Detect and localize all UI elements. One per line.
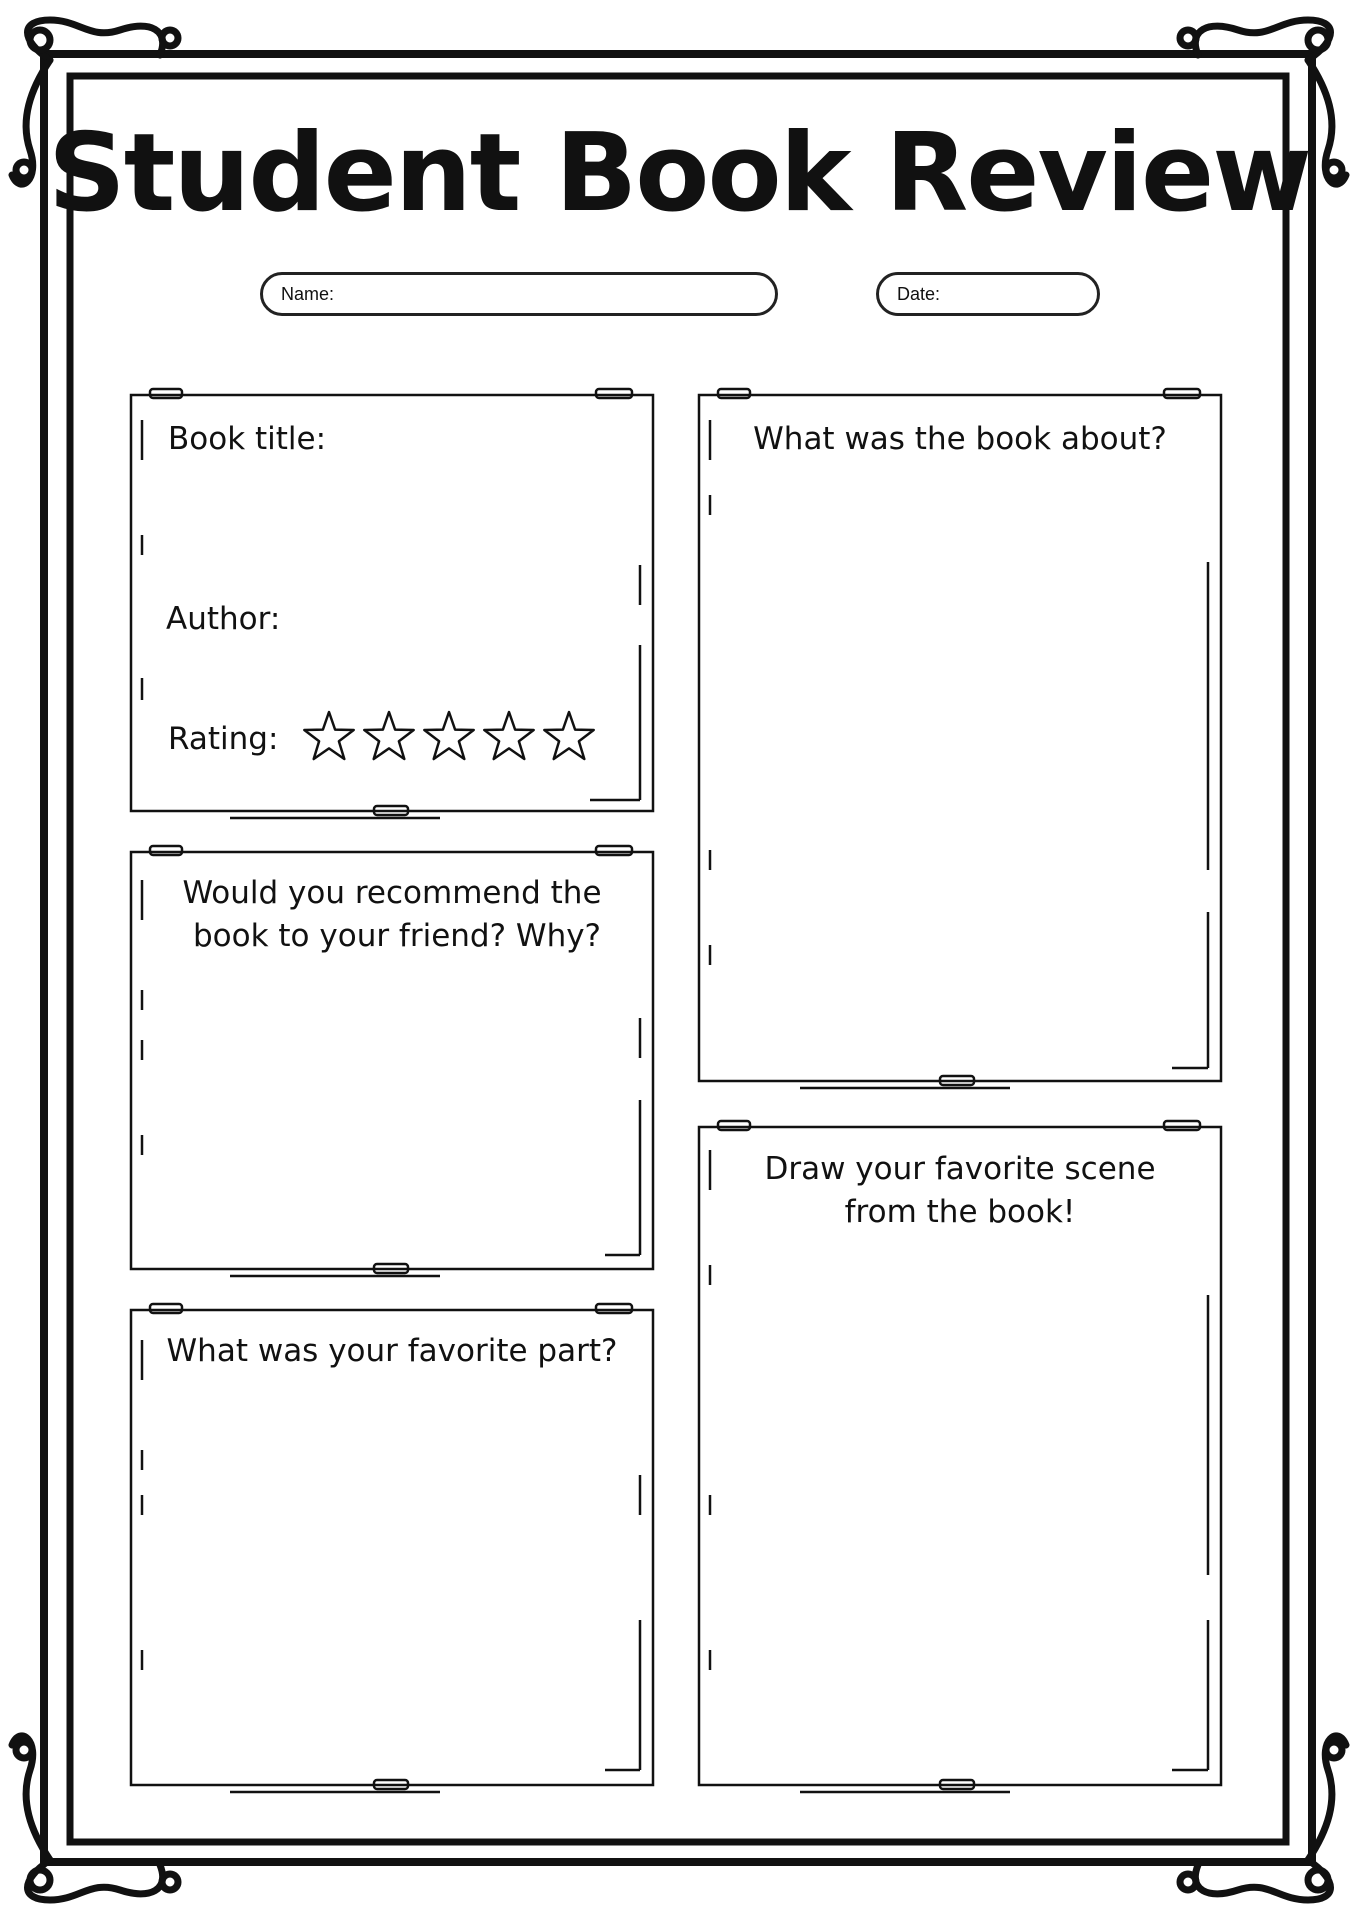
name-field[interactable] (260, 272, 778, 316)
name-label: Name: (281, 284, 335, 304)
card-favorite-part-frame (131, 1304, 653, 1792)
rating-stars[interactable] (302, 708, 602, 768)
corner-ornament-icon (12, 1736, 178, 1900)
draw-scene-prompt (699, 1148, 1221, 1234)
star-icon[interactable] (304, 712, 353, 759)
rating-label: Rating: (168, 721, 279, 757)
recommend-prompt (131, 872, 653, 958)
card-about-frame (699, 389, 1221, 1088)
star-icon[interactable] (544, 712, 593, 759)
draw-scene-prompt-line2: from the book! (844, 1194, 1076, 1230)
book-title-label: Book title: (168, 421, 327, 457)
star-icon[interactable] (364, 712, 413, 759)
author-label: Author: (166, 601, 281, 637)
recommend-prompt-line1: Would you recommend the (182, 875, 602, 911)
star-icon[interactable] (424, 712, 473, 759)
page-title: Student Book Review (48, 111, 1310, 236)
favorite-part-prompt: What was your favorite part? (166, 1333, 618, 1369)
recommend-prompt-line2: book to your friend? Why? (192, 918, 602, 954)
corner-ornament-icon (1180, 1736, 1346, 1900)
about-prompt: What was the book about? (753, 421, 1167, 457)
date-label: Date: (897, 284, 941, 304)
star-icon[interactable] (484, 712, 533, 759)
draw-scene-prompt-line1: Draw your favorite scene (764, 1151, 1156, 1187)
date-field[interactable] (876, 272, 1100, 316)
